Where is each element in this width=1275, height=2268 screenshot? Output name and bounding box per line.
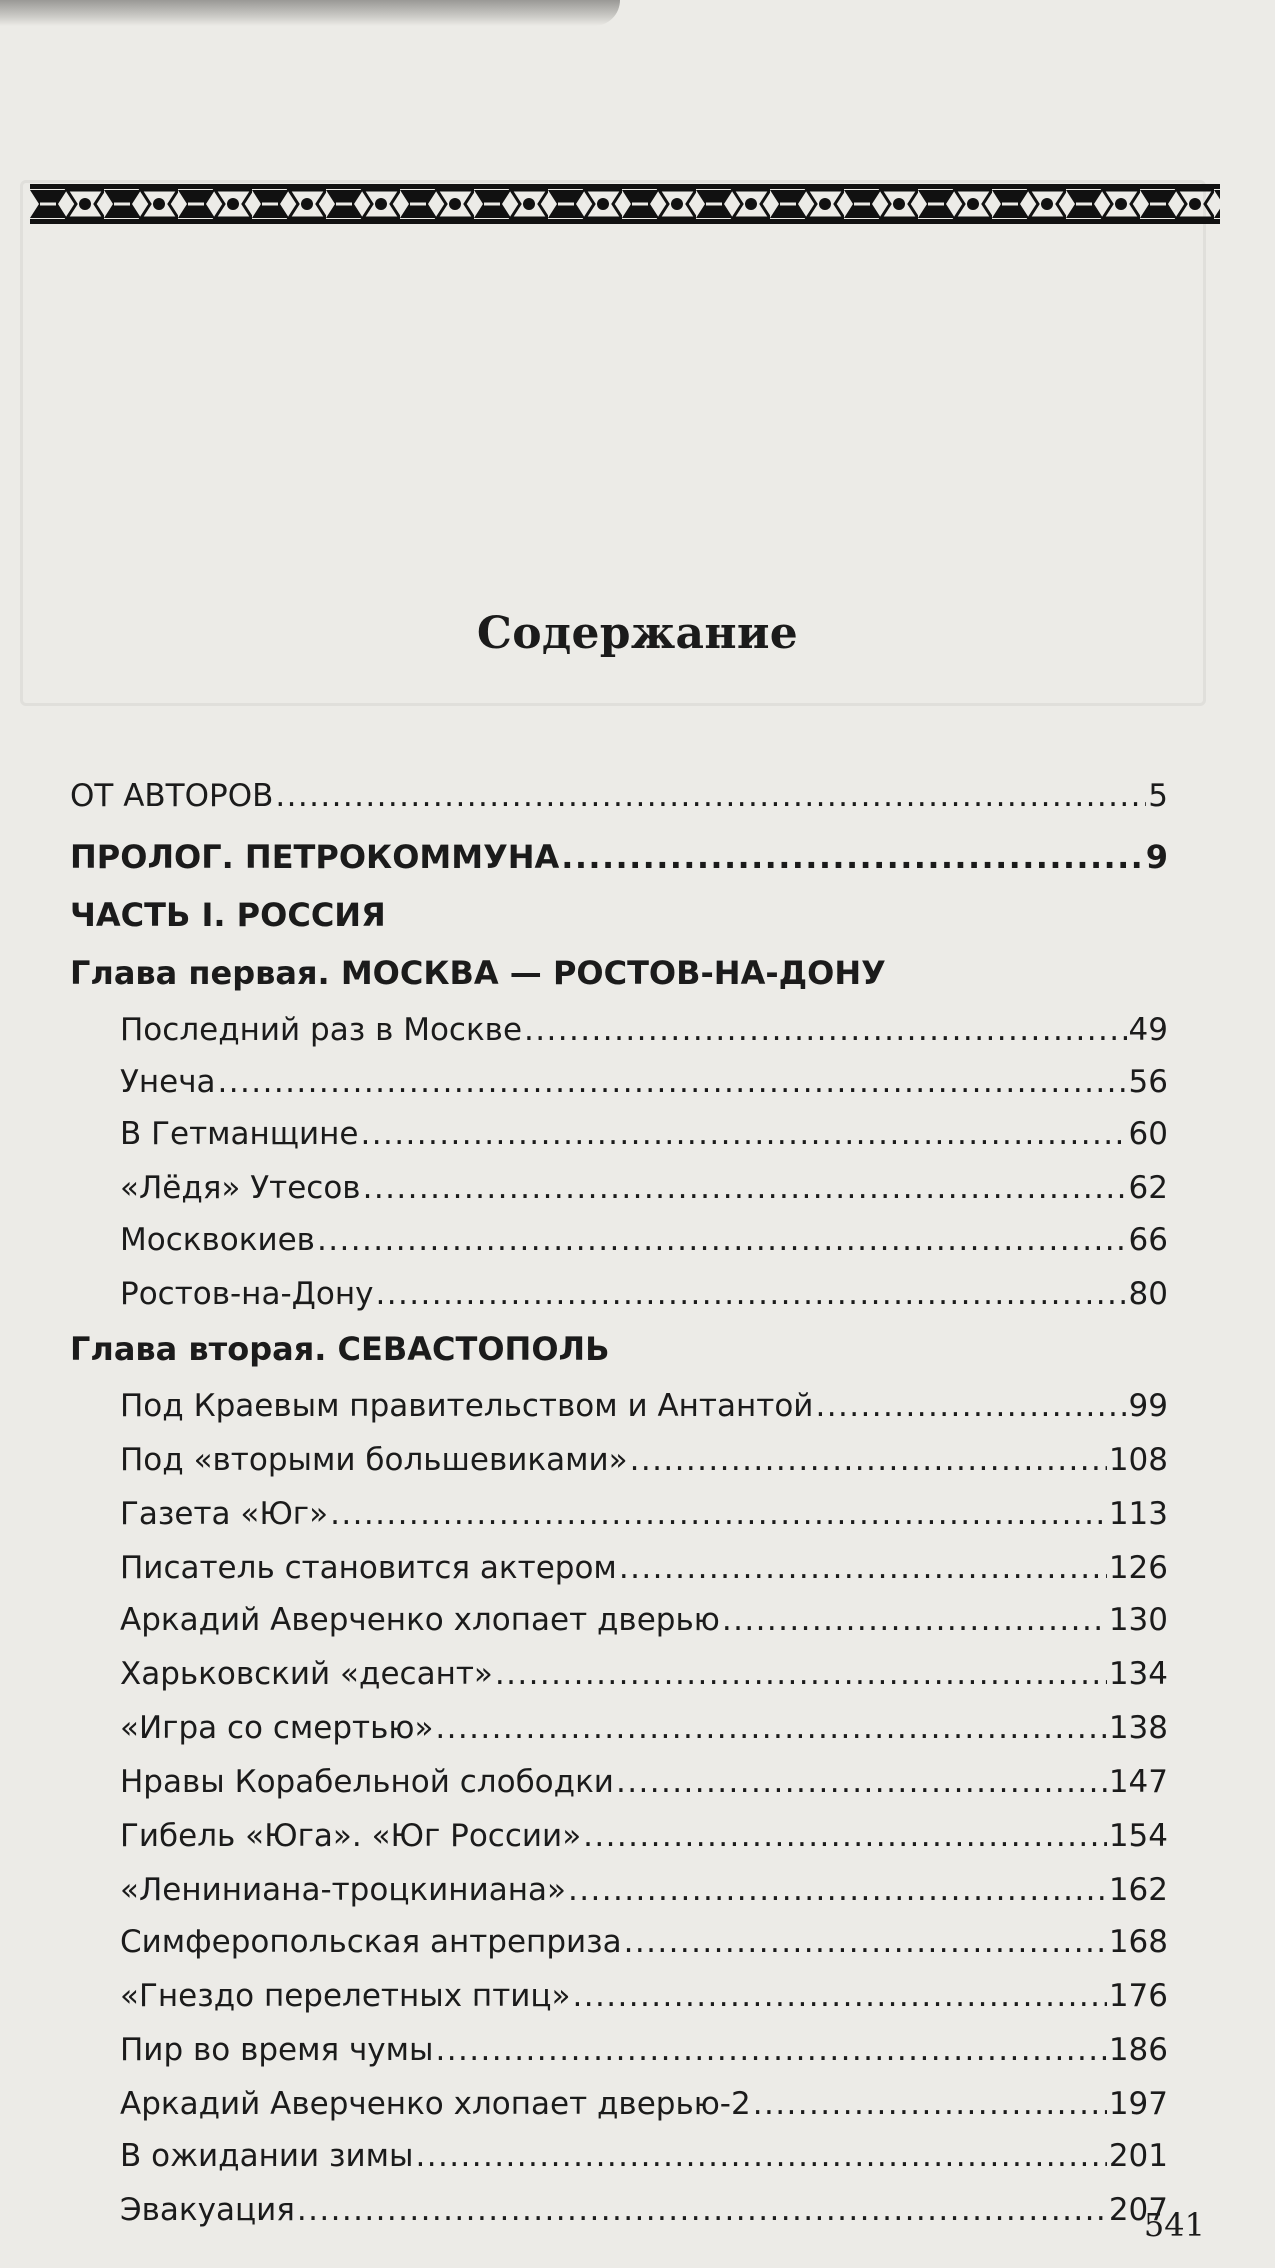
toc-entry bbox=[70, 2032, 1168, 2080]
toc-entry bbox=[70, 1170, 1168, 1218]
toc-leader-dots bbox=[583, 1818, 1107, 1854]
toc-leader-dots bbox=[753, 2086, 1107, 2122]
ornament-border bbox=[30, 180, 1220, 228]
toc-entry-title: В Гетманщине bbox=[120, 1116, 359, 1152]
toc-entry bbox=[70, 1872, 1168, 1920]
toc-leader-dots bbox=[568, 1872, 1107, 1908]
toc-entry-title: Глава вторая. СЕВАСТОПОЛЬ bbox=[70, 1330, 610, 1368]
toc-entry-title: Под Краевым правительством и Антантой bbox=[120, 1388, 814, 1424]
toc-entry-page: 56 bbox=[1128, 1064, 1168, 1100]
toc-entry-page: 126 bbox=[1108, 1550, 1168, 1586]
toc-entry-page: 154 bbox=[1108, 1818, 1168, 1854]
toc-entry-page: 62 bbox=[1128, 1170, 1168, 1206]
toc-entry-title: Аркадий Аверченко хлопает дверью-2 bbox=[120, 2086, 751, 2122]
toc-entry-page: 138 bbox=[1108, 1710, 1168, 1746]
toc-entry-title: Эвакуация bbox=[120, 2192, 295, 2228]
top-edge-shadow bbox=[0, 0, 620, 26]
toc-leader-dots bbox=[375, 1276, 1126, 1312]
toc-entry-title: «Гнездо перелетных птиц» bbox=[120, 1978, 571, 2014]
toc-leader-dots bbox=[572, 1978, 1106, 2014]
toc-entry-title: Писатель становится актером bbox=[120, 1550, 617, 1586]
toc-entry-title: Симферопольская антреприза bbox=[120, 1924, 622, 1960]
toc-entry-title: Под «вторыми большевиками» bbox=[120, 1442, 628, 1478]
toc-entry bbox=[70, 838, 1168, 886]
toc-entry-page: 134 bbox=[1108, 1656, 1168, 1692]
toc-entry-title: Москвокиев bbox=[120, 1222, 315, 1258]
toc-entry-title: ЧАСТЬ I. РОССИЯ bbox=[70, 896, 386, 934]
toc-entry bbox=[70, 1442, 1168, 1490]
toc-entry-title: Аркадий Аверченко хлопает дверью bbox=[120, 1602, 720, 1638]
toc-leader-dots bbox=[361, 1116, 1127, 1152]
toc-entry-page: 186 bbox=[1108, 2032, 1168, 2068]
toc-entry bbox=[70, 1012, 1168, 1060]
toc-leader-dots bbox=[495, 1656, 1107, 1692]
toc-entry-page: 5 bbox=[1148, 778, 1168, 814]
toc-entry bbox=[70, 1222, 1168, 1270]
toc-entry bbox=[70, 1550, 1168, 1598]
toc-entry-page: 49 bbox=[1128, 1012, 1168, 1048]
toc-entry-title: Газета «Юг» bbox=[120, 1496, 329, 1532]
toc-entry bbox=[70, 1116, 1168, 1164]
toc-entry-page: 147 bbox=[1108, 1764, 1168, 1800]
toc-entry bbox=[70, 2138, 1168, 2186]
toc-leader-dots bbox=[416, 2138, 1107, 2174]
toc-leader-dots bbox=[218, 1064, 1127, 1100]
toc-entry-page: 197 bbox=[1108, 2086, 1168, 2122]
toc-leader-dots bbox=[619, 1550, 1107, 1586]
page-number: 541 bbox=[1143, 2206, 1205, 2244]
toc-entry-title: Последний раз в Москве bbox=[120, 1012, 523, 1048]
toc-entry-title: ОТ АВТОРОВ bbox=[70, 778, 274, 814]
toc-entry bbox=[70, 2192, 1168, 2240]
toc-entry-title: В ожидании зимы bbox=[120, 2138, 414, 2174]
toc-entry bbox=[70, 1602, 1168, 1650]
toc-leader-dots bbox=[524, 1012, 1127, 1048]
toc-entry bbox=[70, 896, 1168, 944]
toc-entry-title: Гибель «Юга». «Юг России» bbox=[120, 1818, 582, 1854]
toc-entry-page: 108 bbox=[1108, 1442, 1168, 1478]
toc-entry-page: 9 bbox=[1145, 838, 1168, 876]
toc-entry bbox=[70, 2086, 1168, 2134]
toc-leader-dots bbox=[616, 1764, 1107, 1800]
toc-entry-title: «Игра со смертью» bbox=[120, 1710, 434, 1746]
toc-entry-page: 162 bbox=[1108, 1872, 1168, 1908]
toc-entry bbox=[70, 1276, 1168, 1324]
toc-leader-dots bbox=[561, 838, 1143, 876]
toc-entry-title: Глава первая. МОСКВА — РОСТОВ-НА-ДОНУ bbox=[70, 954, 886, 992]
toc-entry bbox=[70, 1330, 1168, 1378]
toc-entry-title: «Лениниана-троцкиниана» bbox=[120, 1872, 566, 1908]
toc-entry bbox=[70, 1924, 1168, 1972]
toc-entry-title: Пир во время чумы bbox=[120, 2032, 434, 2068]
toc-leader-dots bbox=[297, 2192, 1107, 2228]
toc-entry-page: 60 bbox=[1128, 1116, 1168, 1152]
toc-entry-page: 99 bbox=[1128, 1388, 1168, 1424]
toc-entry bbox=[70, 1818, 1168, 1866]
toc-entry-page: 66 bbox=[1128, 1222, 1168, 1258]
toc-leader-dots bbox=[363, 1170, 1127, 1206]
toc-leader-dots bbox=[630, 1442, 1107, 1478]
toc-entry-page: 176 bbox=[1108, 1978, 1168, 2014]
toc-leader-dots bbox=[815, 1388, 1126, 1424]
toc-entry-page: 168 bbox=[1108, 1924, 1168, 1960]
toc-entry-title: Унеча bbox=[120, 1064, 216, 1100]
toc-leader-dots bbox=[722, 1602, 1107, 1638]
toc-entry-page: 113 bbox=[1108, 1496, 1168, 1532]
toc-leader-dots bbox=[275, 778, 1146, 814]
toc-entry-page: 130 bbox=[1108, 1602, 1168, 1638]
toc-entry bbox=[70, 1388, 1168, 1436]
toc-entry bbox=[70, 954, 1168, 1002]
toc-entry bbox=[70, 1978, 1168, 2026]
toc-entry-page: 80 bbox=[1128, 1276, 1168, 1312]
toc-entry bbox=[70, 1064, 1168, 1112]
toc-entry-title: «Лёдя» Утесов bbox=[120, 1170, 361, 1206]
toc-leader-dots bbox=[435, 1710, 1106, 1746]
page-title: Содержание bbox=[476, 608, 799, 659]
toc-entry-title: ПРОЛОГ. ПЕТРОКОММУНА bbox=[70, 838, 560, 876]
toc-entry bbox=[70, 1710, 1168, 1758]
toc-entry bbox=[70, 778, 1168, 826]
toc-entry bbox=[70, 1656, 1168, 1704]
toc-entry-page: 201 bbox=[1108, 2138, 1168, 2174]
toc-entry-title: Ростов-на-Дону bbox=[120, 1276, 374, 1312]
toc-leader-dots bbox=[317, 1222, 1127, 1258]
toc-entry-title: Нравы Корабельной слободки bbox=[120, 1764, 614, 1800]
toc-entry bbox=[70, 1496, 1168, 1544]
toc-entry bbox=[70, 1764, 1168, 1812]
toc-entry-page: 207 bbox=[1108, 2192, 1168, 2228]
toc-leader-dots bbox=[330, 1496, 1107, 1532]
toc-leader-dots bbox=[624, 1924, 1107, 1960]
toc-leader-dots bbox=[436, 2032, 1107, 2068]
toc-entry-title: Харьковский «десант» bbox=[120, 1656, 493, 1692]
